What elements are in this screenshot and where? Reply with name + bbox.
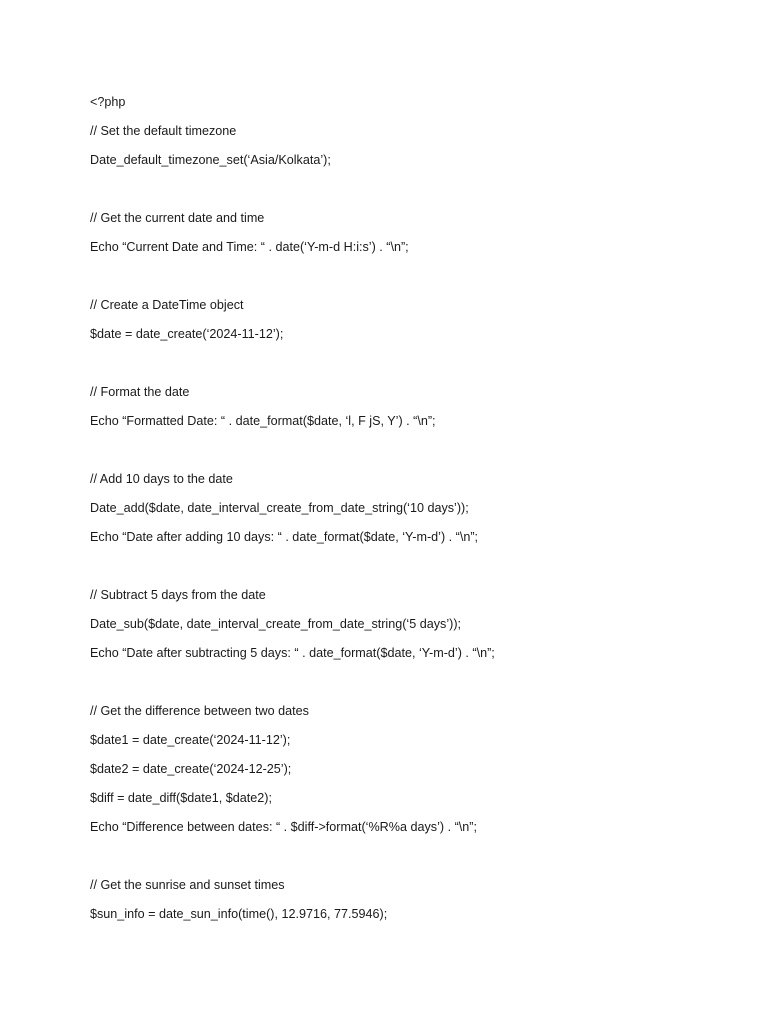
code-comment-line: // Get the difference between two dates: [90, 704, 309, 718]
code-line: Date_sub($date, date_interval_create_from_date_string(‘5 days’));: [90, 617, 462, 631]
code-line: $diff = date_diff($date1, $date2);: [90, 791, 272, 805]
code-comment-line: // Get the current date and time: [90, 211, 265, 225]
blank-line: [90, 179, 710, 208]
code-line: Date_add($date, date_interval_create_from_date_string(‘10 days’));: [90, 501, 469, 515]
code-line: $date1 = date_create(‘2024-11-12’);: [90, 733, 291, 747]
blank-line: [90, 672, 710, 701]
code-comment-line: // Subtract 5 days from the date: [90, 588, 266, 602]
code-line: <?php: [90, 95, 126, 109]
code-comment-line: // Format the date: [90, 385, 190, 399]
blank-line: [90, 440, 710, 469]
code-line: Date_default_timezone_set(‘Asia/Kolkata’);: [90, 153, 331, 167]
blank-line: [90, 556, 710, 585]
code-comment-line: // Add 10 days to the date: [90, 472, 233, 486]
code-line: Echo “Difference between dates: “ . $diff->format(‘%R%a days’) . “\n”;: [90, 820, 477, 834]
code-line: $date = date_create(‘2024-11-12’);: [90, 327, 284, 341]
code-comment-line: // Set the default timezone: [90, 124, 237, 138]
blank-line: [90, 353, 710, 382]
code-line: Echo “Current Date and Time: “ . date(‘Y-m-d H:i:s’) . “\n”;: [90, 240, 409, 254]
blank-line: [90, 266, 710, 295]
code-line: $date2 = date_create(‘2024-12-25’);: [90, 762, 292, 776]
code-line: Echo “Date after subtracting 5 days: “ . date_format($date, ‘Y-m-d’) . “\n”;: [90, 646, 495, 660]
code-line: Echo “Date after adding 10 days: “ . date_format($date, ‘Y-m-d’) . “\n”;: [90, 530, 479, 544]
code-comment-line: // Get the sunrise and sunset times: [90, 878, 285, 892]
document-body: [90, 92, 710, 933]
code-comment-line: // Create a DateTime object: [90, 298, 244, 312]
blank-line: [90, 846, 710, 875]
code-line: $sun_info = date_sun_info(time(), 12.9716, 77.5946);: [90, 907, 388, 921]
code-line: Echo “Formatted Date: “ . date_format($date, ‘l, F jS, Y’) . “\n”;: [90, 414, 436, 428]
